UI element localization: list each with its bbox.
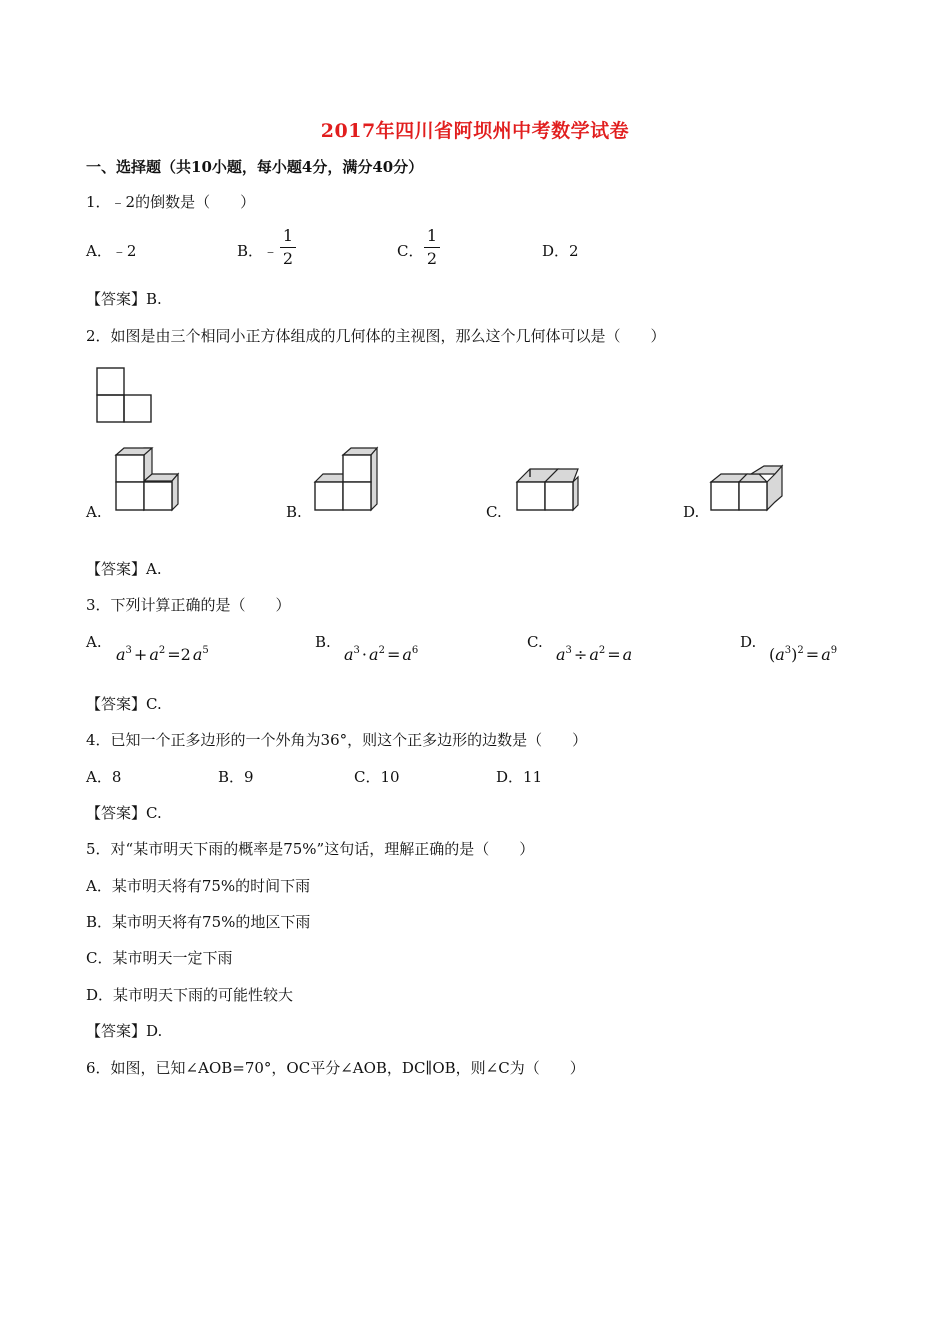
q3-option-b-label: B.	[315, 633, 331, 651]
q3-option-c-expression: $a^3 \div a^2 = a$	[556, 645, 633, 664]
q4-answer: 【答案】C.	[86, 804, 162, 822]
q1-option-b: B．﹣	[237, 242, 279, 260]
q1-option-c-fraction	[424, 227, 440, 268]
q5-option-d: D．某市明天下雨的可能性较大	[86, 986, 294, 1004]
q2-option-d-figure	[710, 465, 786, 513]
q2-option-d-label: D.	[683, 503, 700, 521]
q4-option-b: B．9	[218, 768, 254, 786]
q1-option-d: D．2	[542, 242, 579, 260]
q2-option-b-figure	[314, 446, 384, 512]
q3-stem: 3．下列计算正确的是（ ）	[86, 596, 291, 614]
q5-option-b: B．某市明天将有75%的地区下雨	[86, 913, 311, 931]
q1-option-c: C．	[397, 242, 424, 260]
q2-option-a-figure	[115, 446, 181, 512]
fraction-numerator: 1	[426, 226, 438, 245]
q4-option-c: C．10	[354, 768, 400, 786]
q3-option-d-label: D.	[740, 633, 757, 651]
q1-option-a: A．﹣2	[86, 242, 137, 260]
q5-option-a: A．某市明天将有75%的时间下雨	[86, 877, 311, 895]
fraction-denominator: 2	[426, 249, 438, 268]
q2-option-c-figure	[516, 465, 584, 513]
q3-answer: 【答案】C.	[86, 695, 162, 713]
q1-stem: 1．﹣2的倒数是（ ）	[86, 193, 256, 211]
q5-stem: 5．对“某市明天下雨的概率是75%”这句话，理解正确的是（ ）	[86, 840, 535, 858]
section-heading: 一、选择题（共10小题，每小题4分，满分40分）	[86, 158, 424, 176]
q1-answer: 【答案】B.	[86, 290, 162, 308]
q3-option-a-label: A.	[86, 633, 102, 651]
q3-option-d-expression: $(a^3)^2 = a^9$	[769, 645, 838, 664]
q6-stem: 6．如图，已知∠AOB=70°，OC平分∠AOB，DC∥OB，则∠C为（ ）	[86, 1059, 585, 1077]
fraction-bar	[424, 247, 440, 248]
q5-answer: 【答案】D.	[86, 1022, 163, 1040]
q2-option-a-label: A.	[86, 503, 102, 521]
q4-option-a: A．8	[86, 768, 122, 786]
q1-option-b-fraction	[280, 227, 296, 268]
q4-stem: 4．已知一个正多边形的一个外角为36°，则这个正多边形的边数是（ ）	[86, 731, 588, 749]
q5-option-c: C．某市明天一定下雨	[86, 949, 233, 967]
q2-option-c-label: C.	[486, 503, 502, 521]
fraction-bar	[280, 247, 296, 248]
q4-option-d: D．11	[496, 768, 543, 786]
q3-option-a-expression: $a^3 + a^2 =2$ $a^5$	[116, 645, 209, 664]
fraction-numerator: 1	[282, 226, 294, 245]
q2-stem: 2．如图是由三个相同小正方体组成的几何体的主视图，那么这个几何体可以是（ ）	[86, 327, 666, 345]
q3-option-b-expression: $a^3 \cdot a^2 = a^6$	[344, 645, 419, 664]
q2-answer: 【答案】A.	[86, 560, 162, 578]
fraction-denominator: 2	[282, 249, 294, 268]
page-title: 2017年四川省阿坝州中考数学试卷	[320, 120, 630, 142]
q3-option-c-label: C.	[527, 633, 543, 651]
q2-option-b-label: B.	[286, 503, 302, 521]
q2-front-view-figure	[96, 367, 154, 423]
